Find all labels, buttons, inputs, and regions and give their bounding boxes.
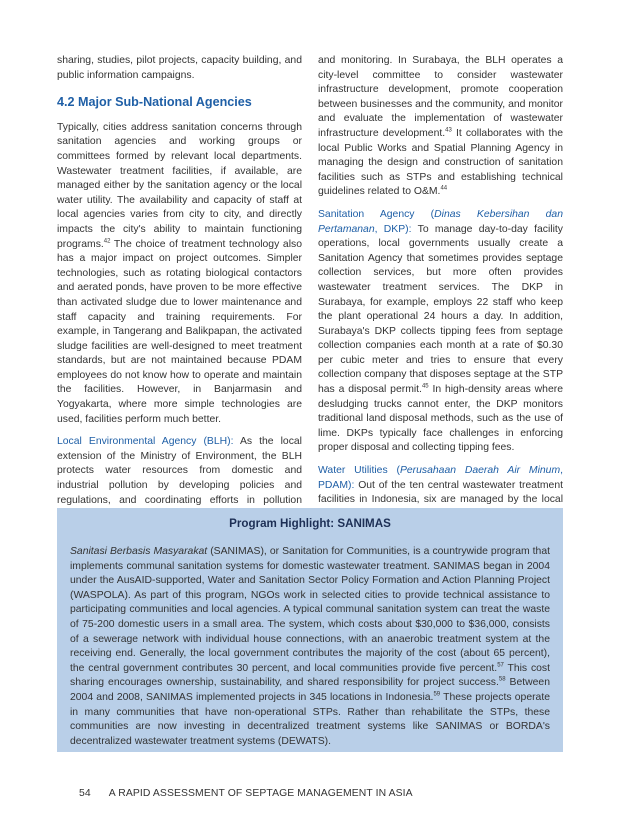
footnote-ref: 59 <box>433 691 441 698</box>
footnote-ref: 57 <box>497 662 504 669</box>
blh-lead: Local Environmental Agency (BLH): <box>57 436 234 448</box>
dkp-paragraph <box>318 208 563 456</box>
section-heading: 4.2 Major Sub-National Agencies <box>57 95 252 110</box>
page-number: 54 <box>79 788 91 799</box>
intro-paragraph: sharing, studies, pilot projects, capacity building, and public information campaigns. <box>57 55 302 81</box>
page-footer <box>79 788 413 799</box>
footnote-ref: 42 <box>103 238 111 245</box>
lead-italic: Perusahaan Daerah Air Minum <box>399 465 561 477</box>
lead-italic: Dinas Kebersihan dan Pertamanan <box>318 208 563 235</box>
blh-continued-paragraph <box>318 54 563 200</box>
lead-text: Sanitation Agency ( <box>318 208 435 220</box>
running-title: A RAPID ASSESSMENT OF SEPTAGE MANAGEMENT IN ASIA <box>108 788 413 799</box>
left-column <box>57 54 302 531</box>
highlight-text: Between 2004 and 2008, SANIMAS implemented projects in 345 locations in Indonesia. <box>70 677 550 703</box>
agencies-paragraph <box>57 121 302 427</box>
lead-text: Water Utilities ( <box>318 465 400 477</box>
paragraph-text: In high-density areas where desludging trucks cannot enter, the DKP monitors traditional land disposal methods, such as the use of lime. DKPs typically face challenges in enforcing proper disposal and collecting tipping fees. <box>318 384 563 454</box>
footnote-ref: 43 <box>445 127 452 134</box>
right-column <box>318 54 563 530</box>
highlight-body <box>70 545 550 749</box>
program-highlight-box <box>57 508 563 752</box>
paragraph-text: As the local extension of the Ministry of Environment, the BLH protects water resources from domestic and industrial pollution by developing policies and regulations, and coordinating efforts in pollution <box>57 436 302 506</box>
paragraph-text: and monitoring. In Surabaya, the BLH operates a city-level committee to consider wastewater infrastructure development, promote cooperation between businesses and the community, and monitor and evaluate the implementation of wastewater infrastructure development. <box>318 55 563 139</box>
paragraph-text: The choice of treatment technology also has a major impact on project outcomes. Simpler technologies, such as rotating biological contactors and aerated ponds, have proven to be more effective than activated sludge due to lower maintenance and staff capacity and training requirements. For example, in Tangerang and Balikpapan, the activated sludge facilities are well-designed to meet treatment standards, but are not maintained because PDAM employees do not know how to operate and maintain the facilities. However, in Banjarmasin and Yogyakarta, where more simple technologies are used, facilities perform much better. <box>57 238 302 425</box>
footnote-ref: 58 <box>498 676 506 683</box>
highlight-text: This cost sharing encourages ownership, sustainability, and shared responsibility for project success. <box>70 662 550 689</box>
paragraph-text: Typically, cities address sanitation concerns through sanitation agencies and working groups or committees formed by relevant local departments. Wastewater treatment facilities, if available, are managed either by the sanitation agency or the local water utility. The availability and capacity of staff at local agencies varies from city to city, and directly impacts the city's ability to maintain functioning programs. <box>57 121 302 250</box>
paragraph-text: It collaborates with the local Public Works and Spatial Planning Agency in managing the design and construction of sanitation facilities such as STPs and establishing technical guidelines related to O&M. <box>318 127 563 198</box>
highlight-text: These projects operate in many communities that have non-operational STPs. Rather than rehabilitate the STPs, these communities are now investing in decentralized treatment systems like SANIMAS or BORDA's decentralized wastewater treatment systems (DEWATS). <box>70 691 550 747</box>
paragraph-text: Out of the ten central wastewater treatment facilities in Indonesia, six are managed by the local <box>318 479 563 506</box>
highlight-italic-term: Sanitasi Berbasis Masyarakat <box>70 546 208 557</box>
highlight-text: (SANIMAS), or Sanitation for Communities, is a countrywide program that implements communal sanitation systems for domestic wastewater treatment. SANIMAS began in 2004 under the AusAID-supported, Water and Sanitation Sector Policy Formation and Action Planning Project (WASPOLA). As part of this program, NGOs work in selected cities to provide technical assistance to participating communities and local agencies. A typical communal sanitation system can treat the waste of 75-200 domestic users in a small area. The system, which costs about $30,000 to $36,000, consists of a sewerage network with individual house connections, with an anaerobic treatment system at the receiving end. Generally, the local government contributes the majority of the cost (about 65 percent), the central government contributes 30 percent, and local communities provide five percent. <box>70 546 550 674</box>
paragraph-text: To manage day-to-day facility operations, local governments usually create a Sanitation Agency that sometimes provides septage collection services, but more often provides wastewater treatment services. The DKP in Surabaya, for example, employs 22 staff who keep the plant operational 24 hours a day. In addition, Surabaya's DKP collects tipping fees from septage collection companies each month at a rate of $0.30 per cubic meter and tries to ensure that every collection company that disposes septage at the STP has a disposal permit. <box>318 223 563 396</box>
lead-text: , DKP): <box>374 223 412 235</box>
footnote-ref: 45 <box>421 383 429 390</box>
footnote-ref: 44 <box>440 185 448 192</box>
lead-text: , PDAM): <box>318 465 563 491</box>
highlight-title: Program Highlight: SANIMAS <box>229 517 391 530</box>
